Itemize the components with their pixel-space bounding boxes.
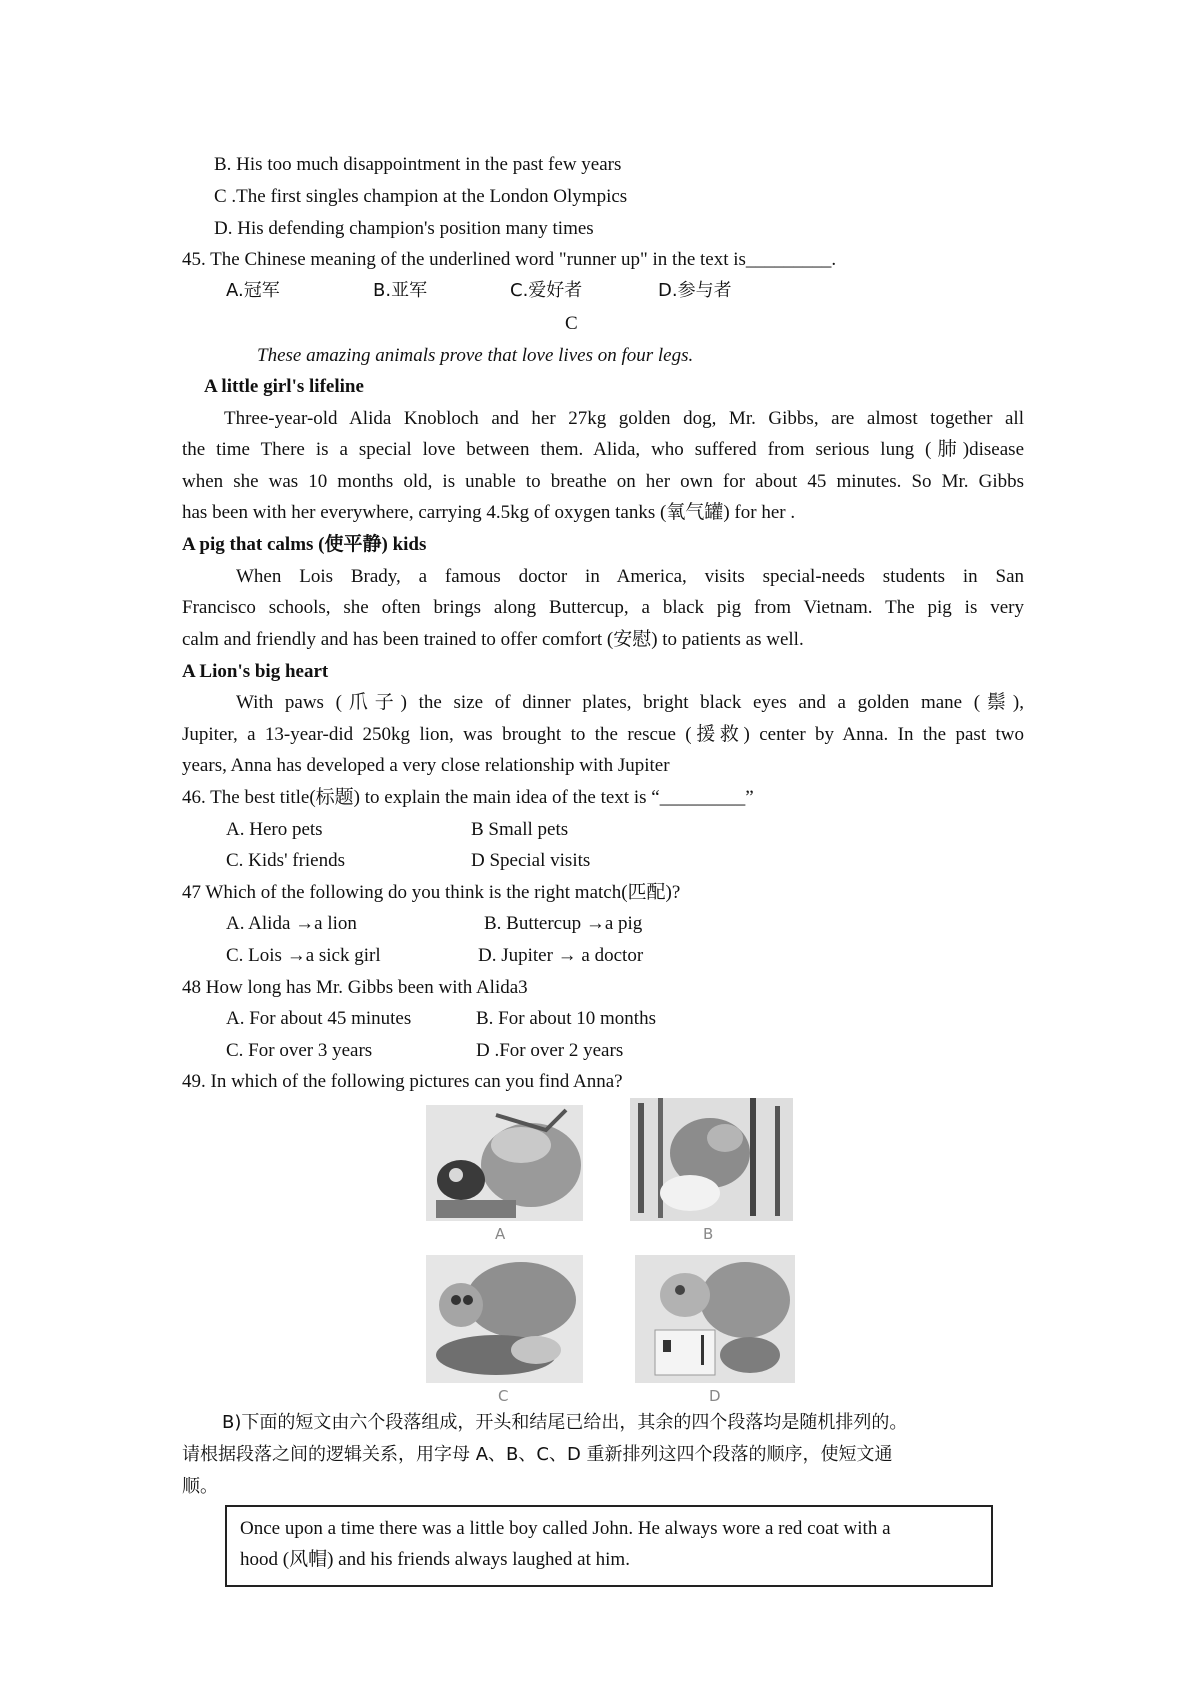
- picture-c-label: C: [498, 1387, 509, 1405]
- story3-line: years, Anna has developed a very close relationship with Jupiter: [182, 755, 670, 776]
- story3-line: Jupiter, a 13-year-did 250kg lion, was brought to the rescue (援救) center by Anna. In the past two: [182, 724, 1024, 745]
- q46-option-c: C. Kids' friends: [226, 850, 346, 871]
- q46-option-b: B Small pets: [471, 819, 569, 840]
- q45-option-a: A.冠军: [226, 280, 280, 301]
- q44-option-d: D. His defending champion's position many times: [214, 218, 594, 239]
- picture-d-label: D: [709, 1387, 721, 1405]
- q46-stem: 46. The best title(标题) to explain the main idea of the text is “_________”: [182, 787, 754, 808]
- box-line: Once upon a time there was a little boy called John. He always wore a red coat with a: [240, 1518, 891, 1539]
- q47-option-a: A. Alida →a lion: [226, 913, 357, 934]
- q47-option-c: C. Lois →a sick girl: [226, 945, 381, 966]
- q48-option-a: A. For about 45 minutes: [226, 1008, 412, 1029]
- story1-heading: A little girl's lifeline: [204, 376, 364, 397]
- q47-option-d: D. Jupiter → a doctor: [478, 945, 644, 966]
- story2-line: calm and friendly and has been trained to offer comfort (安慰) to patients as well.: [182, 629, 804, 650]
- story1-line: when she was 10 months old, is unable to breathe on her own for about 45 minutes. So Mr. Gibbs: [182, 471, 1024, 492]
- picture-a: [426, 1105, 583, 1221]
- picture-c: [426, 1255, 583, 1383]
- part-b-instruction: 请根据段落之间的逻辑关系，用字母 A、B、C、D 重新排列这四个段落的顺序，使短文通: [182, 1444, 893, 1465]
- story1-line: has been with her everywhere, carrying 4.5kg of oxygen tanks (氧气罐) for her .: [182, 502, 796, 523]
- q48-option-d: D .For over 2 years: [476, 1040, 624, 1061]
- q46-option-a: A. Hero pets: [226, 819, 323, 840]
- story2-line: Francisco schools, she often brings along Buttercup, a black pig from Vietnam. The pig is very: [182, 597, 1024, 618]
- q47-stem: 47 Which of the following do you think is the right match(匹配)?: [182, 882, 681, 903]
- story1-line: Three-year-old Alida Knobloch and her 27kg golden dog, Mr. Gibbs, are almost together all: [224, 408, 1024, 429]
- picture-b-label: B: [703, 1225, 714, 1243]
- section-c-letter: C: [565, 313, 578, 334]
- picture-a-label: A: [495, 1225, 506, 1243]
- story1-line: the time There is a special love between them. Alida, who suffered from serious lung (肺)disease: [182, 439, 1024, 460]
- picture-d: [635, 1255, 795, 1383]
- q49-stem: 49. In which of the following pictures can you find Anna?: [182, 1071, 623, 1092]
- story2-heading: A pig that calms (使平静) kids: [182, 534, 427, 555]
- box-line: hood (风帽) and his friends always laughed at him.: [240, 1549, 630, 1570]
- q45-option-b: B.亚军: [373, 280, 428, 301]
- q48-option-b: B. For about 10 months: [476, 1008, 656, 1029]
- part-b-instruction: B)下面的短文由六个段落组成，开头和结尾已给出，其余的四个段落均是随机排列的。: [222, 1412, 908, 1433]
- section-c-intro: These amazing animals prove that love lives on four legs.: [257, 345, 694, 366]
- q48-stem: 48 How long has Mr. Gibbs been with Alida3: [182, 977, 528, 998]
- q45-option-c: C.爱好者: [510, 280, 583, 301]
- q44-option-b: B. His too much disappointment in the past few years: [214, 154, 622, 175]
- picture-b: [630, 1098, 793, 1221]
- q45-option-d: D.参与者: [658, 280, 732, 301]
- q44-option-c: C .The first singles champion at the London Olympics: [214, 186, 628, 207]
- story2-line: When Lois Brady, a famous doctor in America, visits special-needs students in San: [236, 566, 1024, 587]
- part-b-instruction: 顺。: [182, 1476, 218, 1497]
- opening-paragraph-box: [225, 1505, 993, 1587]
- story3-heading: A Lion's big heart: [182, 661, 329, 682]
- story3-line: With paws (爪子) the size of dinner plates, bright black eyes and a golden mane (鬃),: [236, 692, 1024, 713]
- q45-stem: 45. The Chinese meaning of the underlined word "runner up" in the text is_________.: [182, 249, 837, 270]
- q47-option-b: B. Buttercup →a pig: [484, 913, 643, 934]
- q46-option-d: D Special visits: [471, 850, 591, 871]
- q48-option-c: C. For over 3 years: [226, 1040, 373, 1061]
